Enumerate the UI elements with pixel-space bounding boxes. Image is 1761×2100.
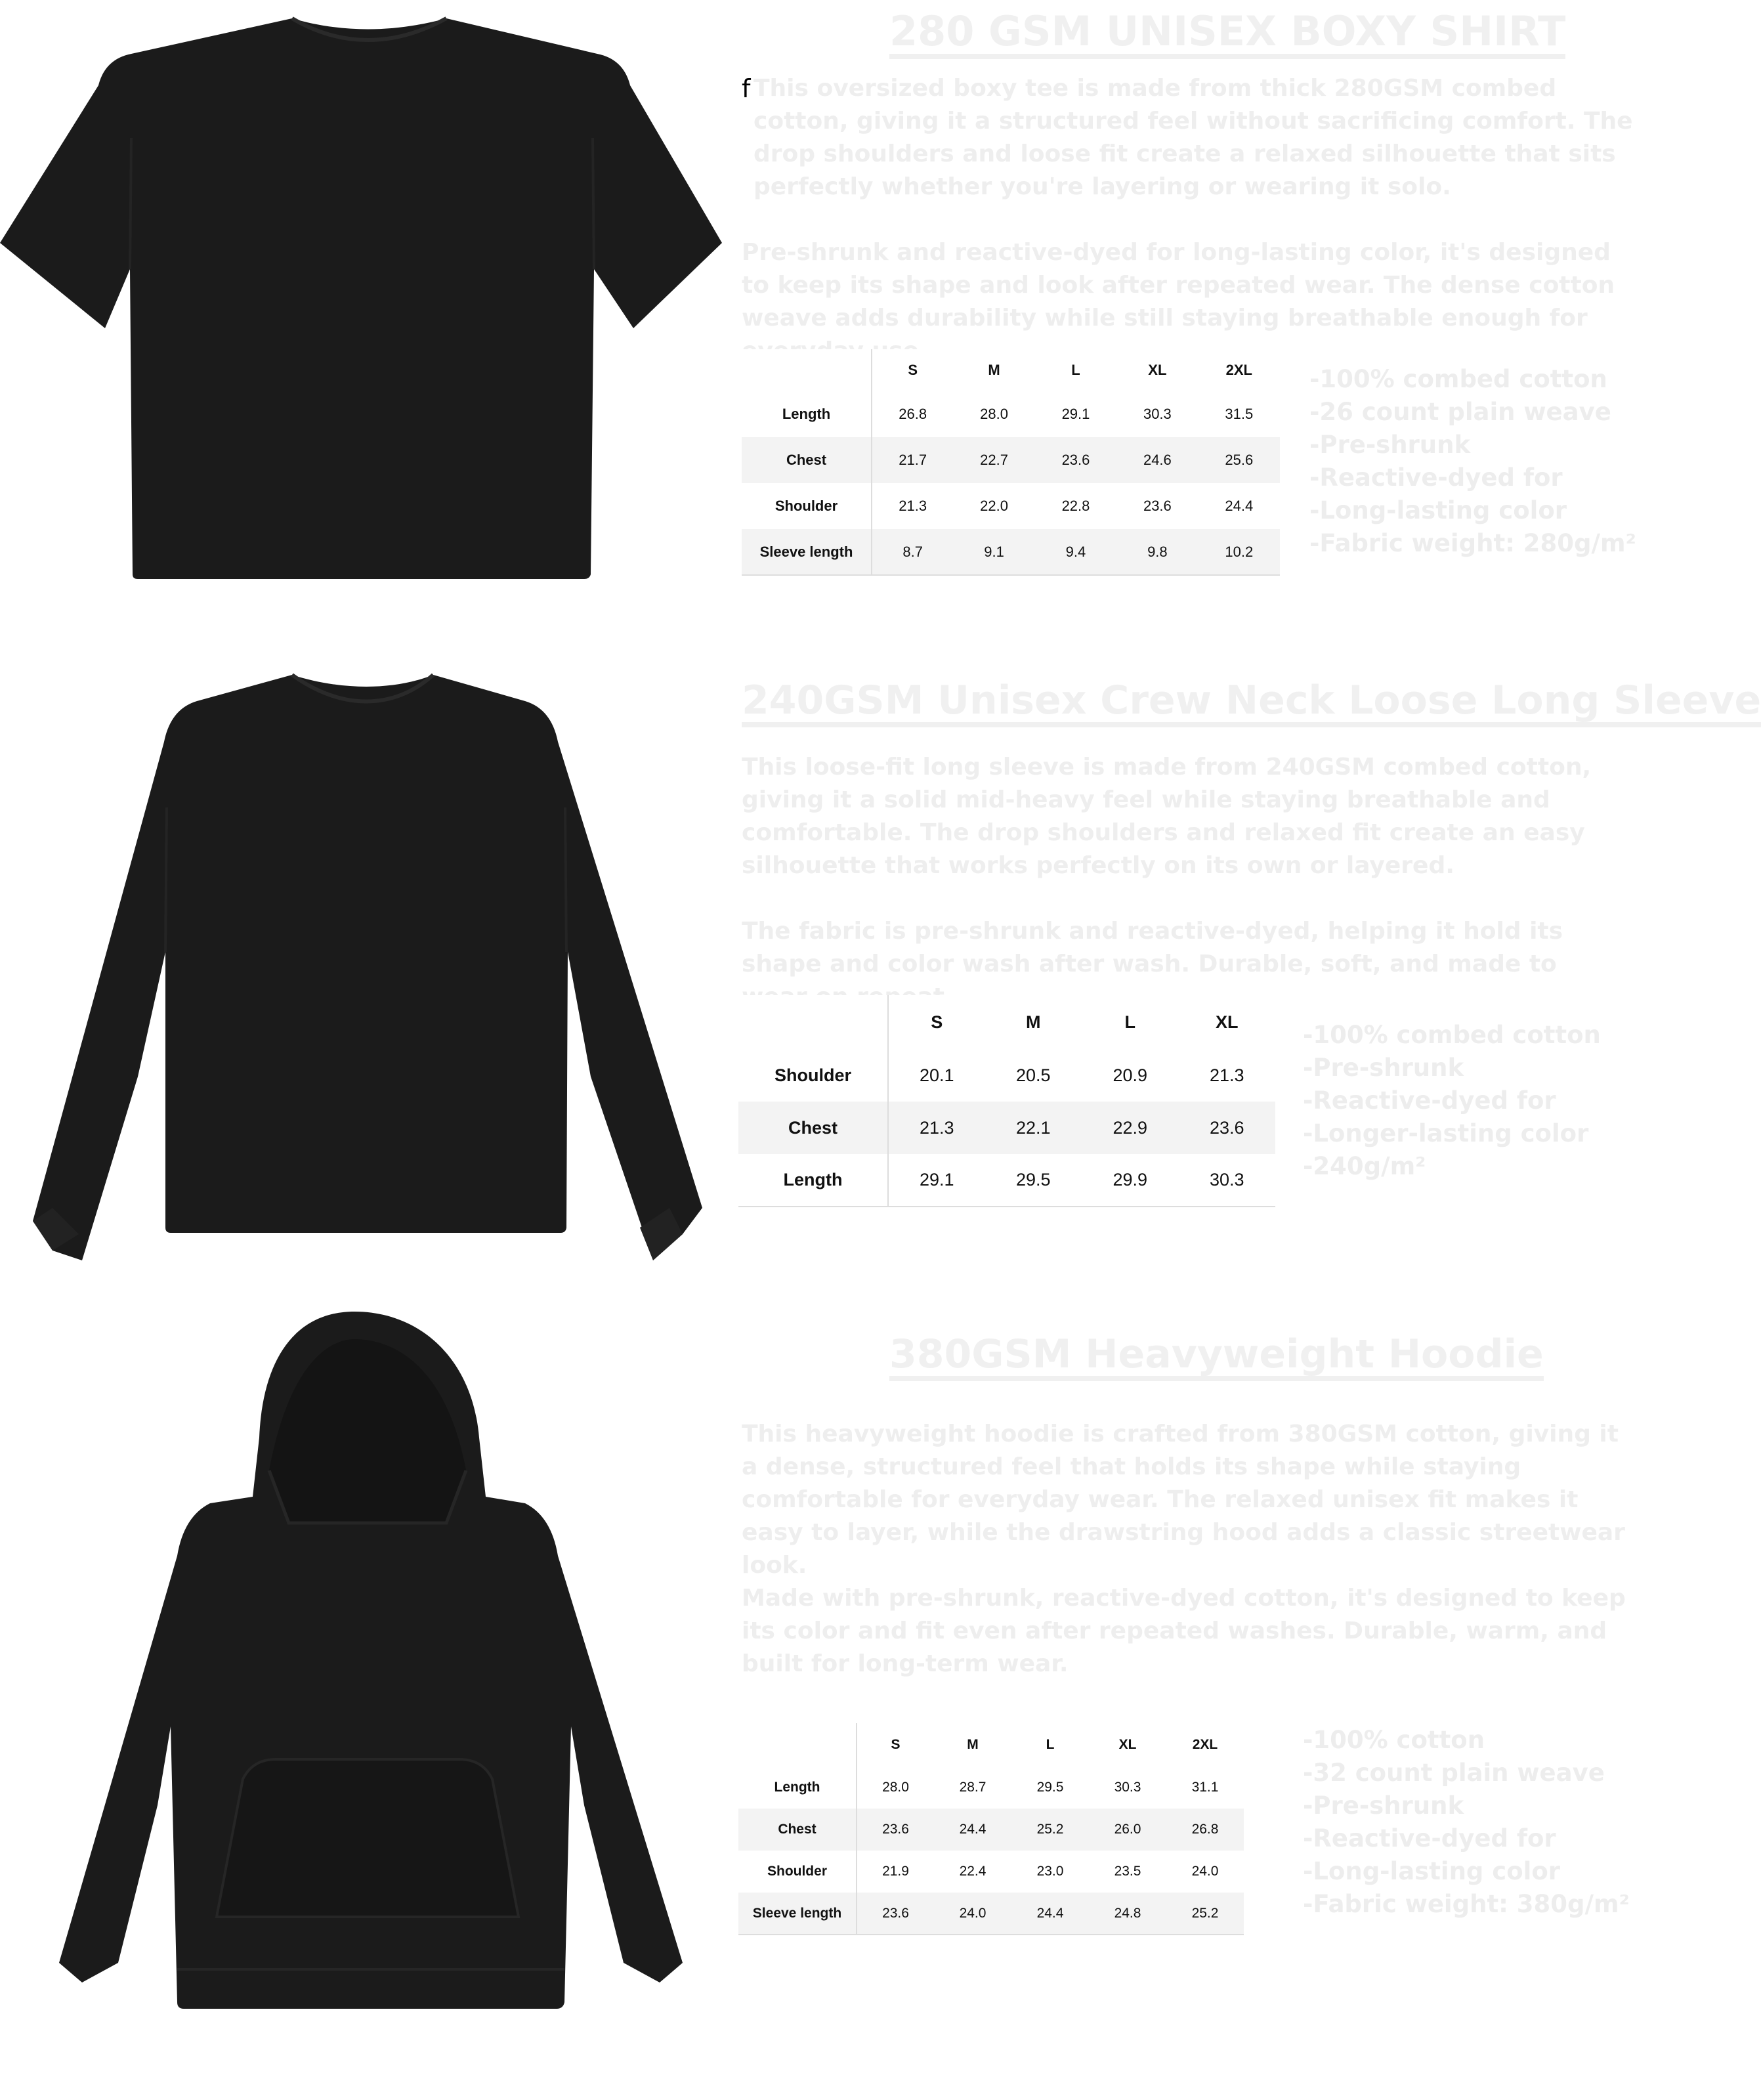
table-cell: 31.5 (1225, 406, 1254, 422)
table-cell: 29.1 (919, 1170, 954, 1189)
table-cell: 22.9 (1113, 1117, 1148, 1138)
feature-item: -Pre-shrunk (1309, 431, 1471, 459)
feature-item: -Reactive-dyed for (1303, 1824, 1556, 1853)
table-row (742, 483, 1280, 529)
size-chart-table (738, 1723, 1244, 1935)
row-label: Length (738, 1154, 888, 1207)
product-description-2: The fabric is pre-shrunk and reactive-dyed, helping it hold its shape and color wash after wash. Durable, soft, and made to wear on repeat. (742, 918, 1563, 1010)
table-row (738, 1767, 1244, 1809)
size-header: S (908, 362, 918, 378)
table-cell: 29.1 (1061, 406, 1090, 422)
table-cell: 10.2 (1225, 543, 1254, 560)
table-cell: 23.6 (1209, 1117, 1244, 1138)
feature-item: -Pre-shrunk (1303, 1054, 1464, 1082)
feature-item: -Fabric weight: 280g/m² (1309, 529, 1636, 557)
product-title: 240GSM Unisex Crew Neck Loose Long Sleeve (742, 679, 1761, 727)
row-label: Sleeve length (742, 529, 872, 575)
row-label: Length (738, 1767, 857, 1809)
table-cell: 9.4 (1065, 543, 1086, 560)
table-cell: 24.4 (1225, 498, 1254, 514)
size-header: XL (1148, 362, 1167, 378)
size-header: S (891, 1737, 901, 1752)
table-header-corner (738, 995, 888, 1049)
row-label: Chest (738, 1102, 888, 1154)
table-cell: 24.6 (1143, 452, 1172, 468)
feature-item: -Long-lasting color (1309, 496, 1567, 525)
size-header: L (1071, 362, 1080, 378)
table-row (738, 1154, 1275, 1207)
feature-item: -Longer-lasting color (1303, 1119, 1589, 1147)
product-description-1: This loose-fit long sleeve is made from 240GSM combed cotton, giving it a solid mid-heavy feel while staying breathable and comfortable. The drop shoulders and relaxed fit create an easy silhouette that works perfectly on its own or layered. (742, 754, 1592, 879)
table-cell: 26.8 (899, 406, 927, 422)
size-header: 2XL (1192, 1737, 1218, 1752)
size-header: XL (1215, 1012, 1239, 1032)
table-cell: 30.3 (1114, 1780, 1141, 1795)
size-header: XL (1118, 1737, 1137, 1752)
table-cell: 23.5 (1114, 1864, 1141, 1879)
table-cell: 22.0 (980, 498, 1008, 514)
size-header: S (931, 1012, 943, 1032)
table-cell: 29.9 (1113, 1170, 1148, 1189)
table-row (742, 529, 1280, 575)
row-label: Length (742, 391, 872, 437)
long-sleeve-shirt-image (13, 670, 722, 1267)
table-cell: 22.7 (980, 452, 1008, 468)
table-cell: 21.3 (899, 498, 927, 514)
table-cell: 24.0 (959, 1905, 987, 1921)
feature-item: -100% combed cotton (1309, 365, 1607, 393)
table-cell: 29.5 (1036, 1780, 1064, 1795)
table-cell: 9.8 (1147, 543, 1168, 560)
table-cell: 24.4 (1036, 1905, 1064, 1921)
row-label: Chest (738, 1809, 857, 1851)
product-description-1: This oversized boxy tee is made from thick 280GSM combed cotton, giving it a structured feel without sacrificing comfort. The drop shoulders and loose fit create a relaxed silhouette that sits perfectly whether you're layering or wearing it solo. (753, 75, 1633, 200)
table-cell: 20.5 (1015, 1065, 1051, 1085)
table-cell: 24.8 (1114, 1905, 1141, 1921)
feature-item: -32 count plain weave (1303, 1759, 1605, 1787)
table-cell: 23.6 (882, 1822, 909, 1837)
table-cell: 21.3 (1209, 1065, 1244, 1085)
row-label: Shoulder (738, 1851, 857, 1893)
table-cell: 23.0 (1036, 1864, 1064, 1879)
size-header: M (967, 1737, 979, 1752)
table-header-corner (742, 349, 872, 391)
table-cell: 23.6 (882, 1905, 909, 1921)
feature-item: -100% combed cotton (1303, 1021, 1601, 1049)
table-cell: 23.6 (1143, 498, 1172, 514)
feature-item: -Pre-shrunk (1303, 1791, 1464, 1820)
table-row (742, 391, 1280, 437)
feature-item: -Reactive-dyed for (1303, 1086, 1556, 1115)
table-cell: 26.0 (1114, 1822, 1141, 1837)
size-header: 2XL (1225, 362, 1252, 378)
row-label: Shoulder (742, 483, 872, 529)
table-cell: 31.1 (1191, 1780, 1219, 1795)
feature-item: -100% cotton (1303, 1726, 1485, 1754)
product-title: 280 GSM UNISEX BOXY SHIRT (889, 9, 1565, 59)
table-cell: 30.3 (1209, 1170, 1244, 1189)
feature-item: -26 count plain weave (1309, 398, 1611, 426)
table-cell: 23.6 (1061, 452, 1090, 468)
feature-item: -240g/m² (1303, 1152, 1426, 1180)
row-label: Sleeve length (738, 1893, 857, 1935)
feature-item: -Fabric weight: 380g/m² (1303, 1890, 1630, 1918)
feature-item: -Reactive-dyed for (1309, 463, 1563, 492)
product-description-1: This heavyweight hoodie is crafted from 380GSM cotton, giving it a dense, structured feel that holds its shape while staying comfortable for everyday wear. The relaxed unisex fit makes it easy to layer, while the drawstring hood adds a classic streetwear look. (742, 1421, 1625, 1579)
table-cell: 28.7 (959, 1780, 987, 1795)
table-cell: 29.5 (1015, 1170, 1051, 1189)
table-cell: 8.7 (902, 543, 923, 560)
feature-item: -Long-lasting color (1303, 1857, 1560, 1885)
size-chart-table (738, 995, 1275, 1207)
feature-list (1303, 1724, 1630, 1921)
table-cell: 22.8 (1061, 498, 1090, 514)
size-chart-table (742, 349, 1280, 576)
row-label: Shoulder (738, 1049, 888, 1102)
table-row (738, 1049, 1275, 1102)
table-cell: 25.2 (1036, 1822, 1064, 1837)
table-cell: 24.0 (1191, 1864, 1219, 1879)
table-cell: 20.9 (1113, 1065, 1148, 1085)
table-cell: 25.2 (1191, 1905, 1219, 1921)
table-cell: 25.6 (1225, 452, 1254, 468)
table-cell: 26.8 (1191, 1822, 1219, 1837)
table-cell: 20.1 (919, 1065, 954, 1085)
table-cell: 28.0 (980, 406, 1008, 422)
table-header-corner (738, 1723, 857, 1767)
table-row (742, 437, 1280, 483)
boxy-tshirt-image (0, 13, 729, 584)
table-row (738, 1102, 1275, 1154)
row-label: Chest (742, 437, 872, 483)
table-row (738, 1893, 1244, 1935)
table-cell: 21.7 (899, 452, 927, 468)
size-header: L (1124, 1012, 1135, 1032)
product-description-2: Pre-shrunk and reactive-dyed for long-lasting color, it's designed to keep its shape and look after repeated wear. The dense cotton weave adds durability while still staying breathable enough for everyday use. (742, 239, 1615, 364)
table-cell: 21.3 (919, 1117, 954, 1138)
table-cell: 9.1 (984, 543, 1004, 560)
product-title: 380GSM Heavyweight Hoodie (889, 1333, 1544, 1381)
table-cell: 24.4 (959, 1822, 987, 1837)
feature-list (1309, 363, 1636, 560)
stray-character: f (742, 74, 751, 103)
table-row (738, 1851, 1244, 1893)
product-description-2: Made with pre-shrunk, reactive-dyed cotton, it's designed to keep its color and fit even after repeated washes. Durable, warm, and built for long-term wear. (742, 1585, 1626, 1677)
size-header: M (988, 362, 1000, 378)
hoodie-image (26, 1306, 702, 2015)
feature-list (1303, 1019, 1601, 1183)
table-cell: 30.3 (1143, 406, 1172, 422)
size-header: M (1026, 1012, 1041, 1032)
size-header: L (1046, 1737, 1055, 1752)
table-cell: 28.0 (882, 1780, 909, 1795)
table-cell: 22.4 (959, 1864, 987, 1879)
table-cell: 22.1 (1015, 1117, 1051, 1138)
table-row (738, 1809, 1244, 1851)
table-cell: 21.9 (882, 1864, 909, 1879)
